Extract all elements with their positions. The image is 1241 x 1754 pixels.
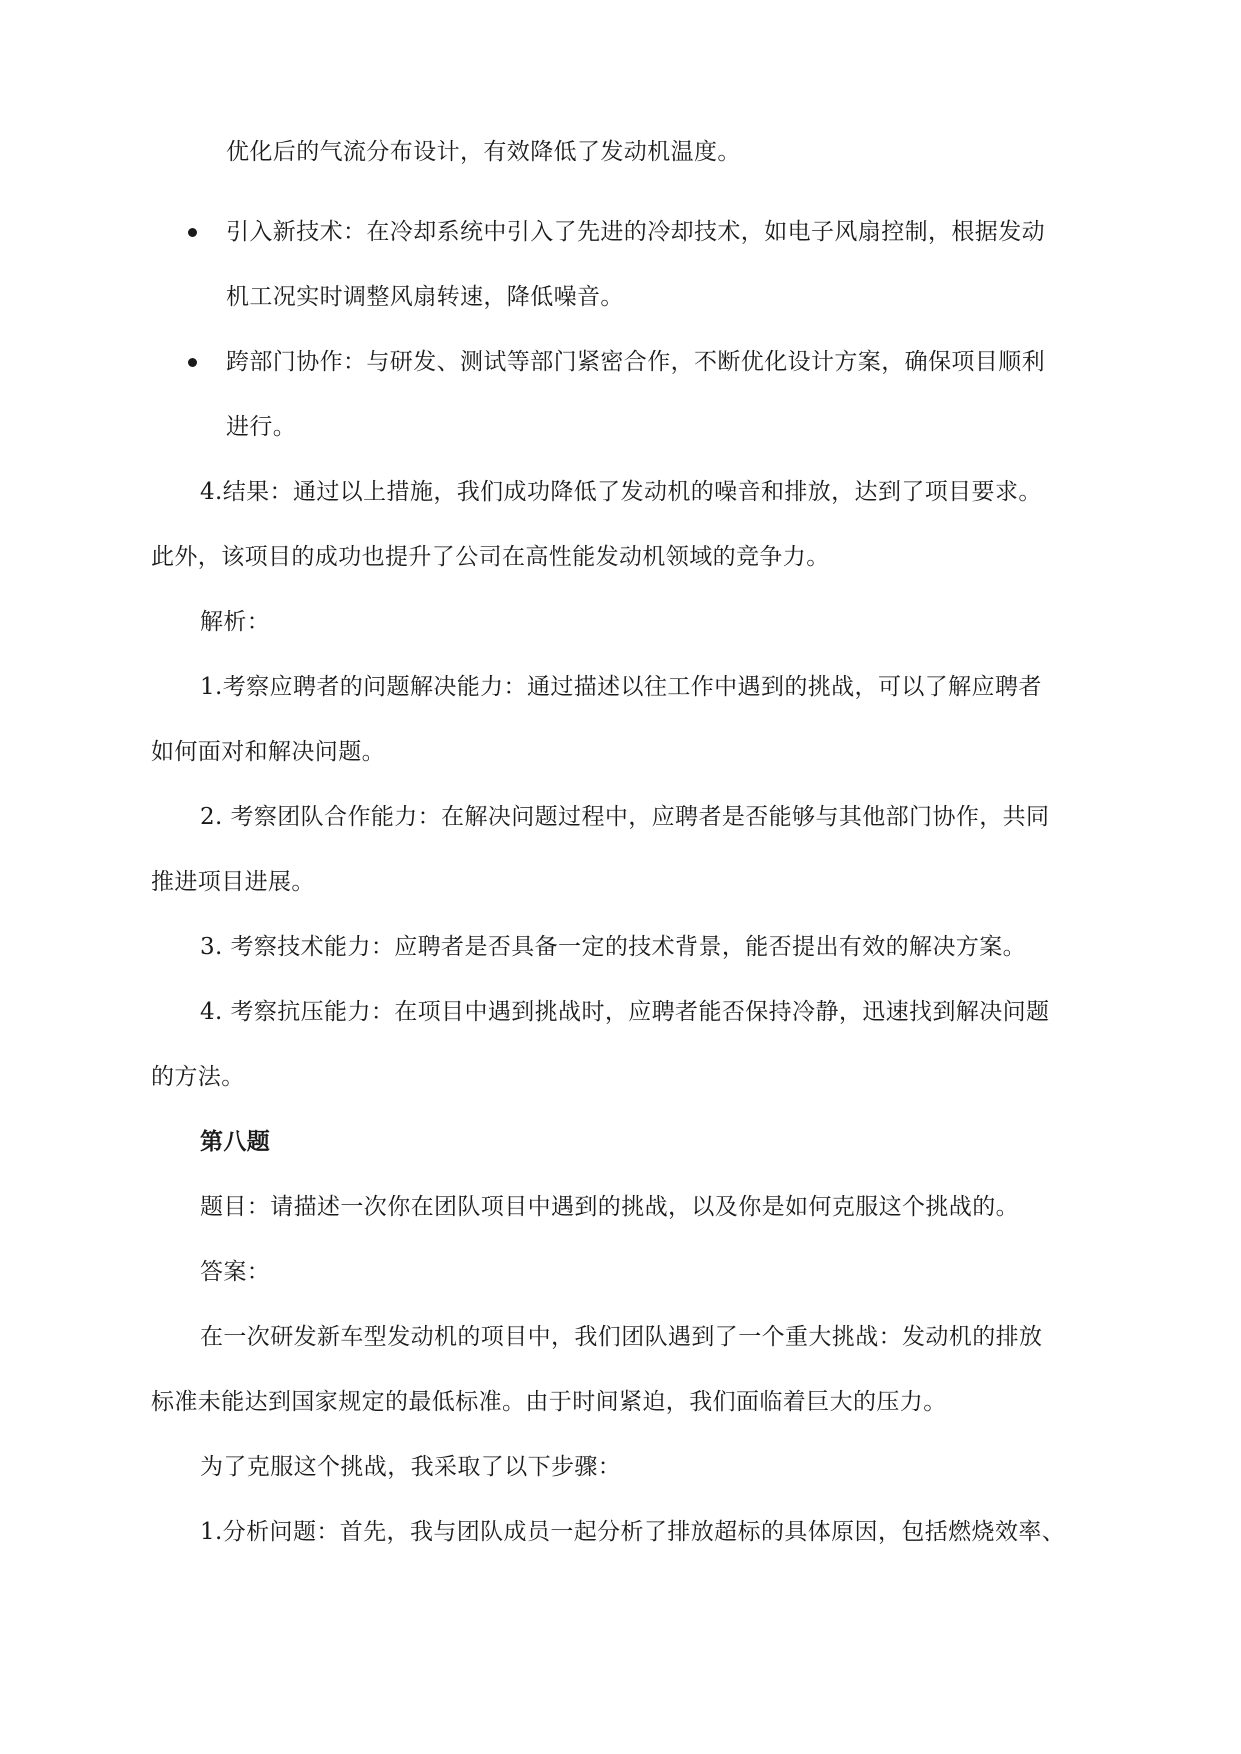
text-line: 1.分析问题：首先，我与团队成员一起分析了排放超标的具体原因，包括燃烧效率、 bbox=[200, 1519, 1066, 1545]
text-line: 标准未能达到国家规定的最低标准。由于时间紧迫，我们面临着巨大的压力。 bbox=[151, 1389, 947, 1415]
text-line: 在一次研发新车型发动机的项目中，我们团队遇到了一个重大挑战：发动机的排放 bbox=[200, 1324, 1043, 1350]
text-line: 优化后的气流分布设计，有效降低了发动机温度。 bbox=[226, 139, 741, 165]
text-line: 4. 考察抗压能力：在项目中遇到挑战时，应聘者能否保持冷静，迅速找到解决问题 bbox=[200, 999, 1050, 1025]
text-line: 的方法。 bbox=[151, 1064, 245, 1090]
text-line: 为了克服这个挑战，我采取了以下步骤： bbox=[200, 1454, 622, 1480]
text-line: 如何面对和解决问题。 bbox=[151, 739, 385, 765]
text-line: 3. 考察技术能力：应聘者是否具备一定的技术背景，能否提出有效的解决方案。 bbox=[200, 934, 1027, 960]
text-line: 引入新技术：在冷却系统中引入了先进的冷却技术，如电子风扇控制，根据发动 bbox=[226, 219, 1045, 245]
text-line: 此外，该项目的成功也提升了公司在高性能发动机领域的竞争力。 bbox=[151, 544, 830, 570]
text-line: 解析： bbox=[200, 609, 271, 635]
text-line: 进行。 bbox=[226, 414, 297, 440]
text-line: 题目：请描述一次你在团队项目中遇到的挑战，以及你是如何克服这个挑战的。 bbox=[200, 1194, 1019, 1220]
bullet-icon bbox=[188, 228, 197, 237]
text-line: 1.考察应聘者的问题解决能力：通过描述以往工作中遇到的挑战，可以了解应聘者 bbox=[200, 674, 1042, 700]
text-line: 2. 考察团队合作能力：在解决问题过程中，应聘者是否能够与其他部门协作，共同 bbox=[200, 804, 1050, 830]
text-line: 答案： bbox=[200, 1259, 271, 1285]
section-heading: 第八题 bbox=[200, 1128, 271, 1155]
text-line: 推进项目进展。 bbox=[151, 869, 315, 895]
text-line: 跨部门协作：与研发、测试等部门紧密合作，不断优化设计方案，确保项目顺利 bbox=[226, 349, 1045, 375]
bullet-icon bbox=[188, 358, 197, 367]
text-line: 机工况实时调整风扇转速，降低噪音。 bbox=[226, 284, 624, 310]
text-line: 4.结果：通过以上措施，我们成功降低了发动机的噪音和排放，达到了项目要求。 bbox=[200, 479, 1042, 505]
